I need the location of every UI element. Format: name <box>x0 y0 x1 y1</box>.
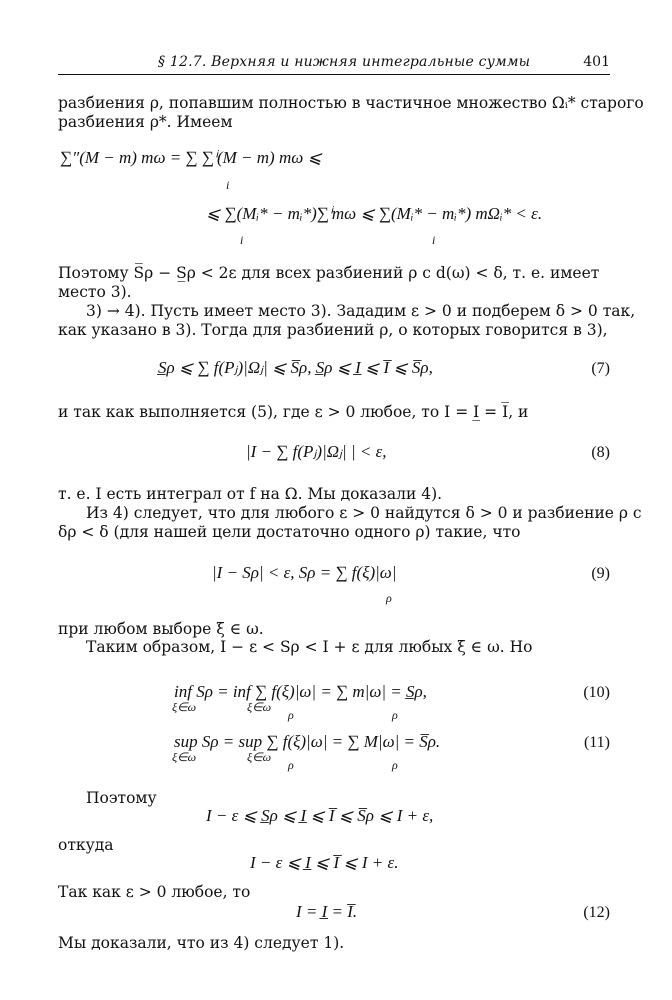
equation-subscript: ξ∈ω <box>247 700 272 714</box>
equation-subscript: i <box>240 233 244 247</box>
equation-subscript: ρ <box>392 758 398 772</box>
page-number: 401 <box>583 54 610 70</box>
text-line: т. е. I есть интеграл от f на Ω. Мы доказали 4). <box>58 485 443 503</box>
text-line: как указано в 3). Тогда для разбиений ρ, о которых говорится в 3), <box>58 321 608 339</box>
text-line: место 3). <box>58 283 132 301</box>
equation-subscript: ρ <box>386 591 392 605</box>
equation-subscript: i <box>432 233 436 247</box>
equation-line: ⩽ ∑(Mᵢ* − mᵢ*)∑ⁱmω ⩽ ∑(Mᵢ* − mᵢ*) mΩᵢ* < ε. <box>206 204 543 223</box>
inequality-chain: I − ε ⩽ S̲ρ ⩽ I̲ ⩽ I̅ ⩽ S̅ρ ⩽ I + ε, <box>206 806 434 825</box>
equation-10: inf Sρ = inf ∑ f(ξ)|ω| = ∑ m|ω| = S̲ρ, <box>174 682 427 701</box>
equation-number: (7) <box>591 360 610 377</box>
equation-number: (8) <box>591 444 610 461</box>
equation-11: sup Sρ = sup ∑ f(ξ)|ω| = ∑ M|ω| = S̅ρ. <box>174 732 441 751</box>
text-line: Мы доказали, что из 4) следует 1). <box>58 934 345 952</box>
text-line: откуда <box>58 836 114 854</box>
running-header <box>58 52 610 75</box>
equation-7: S̲ρ ⩽ ∑ f(Pⱼ)|Ωⱼ| ⩽ S̅ρ, S̲ρ ⩽ I̲ ⩽ I̅ ⩽ S̅ρ, <box>158 358 433 377</box>
equation-subscript: ρ <box>392 708 398 722</box>
text-line: разбиения ρ*. Имеем <box>58 113 233 131</box>
equation-8: |I − ∑ f(Pⱼ)|Ωⱼ| | < ε, <box>246 442 387 461</box>
equation-subscript: ξ∈ω <box>247 750 272 764</box>
equation-line: ∑″(M − m) mω = ∑ ∑ⁱ(M − m) mω ⩽ <box>60 148 322 167</box>
equation-9: |I − Sρ| < ε, Sρ = ∑ f(ξ)|ω| <box>212 563 397 582</box>
equation-number: (10) <box>583 684 610 701</box>
text-line: и так как выполняется (5), где ε > 0 любое, то I = I̲ = I̅, и <box>58 403 529 421</box>
text-line: δρ < δ (для нашей цели достаточно одного ρ) такие, что <box>58 523 521 541</box>
equation-subscript: i <box>226 178 230 192</box>
equation-number: (9) <box>591 565 610 582</box>
equation-subscript: ρ <box>288 708 294 722</box>
text-line: Таким образом, I − ε < Sρ < I + ε для любых ξ ∈ ω. Но <box>86 638 533 656</box>
equation-subscript: ξ∈ω <box>172 750 197 764</box>
equation-subscript: ρ <box>288 758 294 772</box>
text-line: при любом выборе ξ ∈ ω. <box>58 620 264 638</box>
text-line: Поэтому <box>86 789 157 807</box>
section-title: § 12.7. Верхняя и нижняя интегральные суммы <box>158 54 531 70</box>
equation-number: (12) <box>583 904 610 921</box>
text-line: Поэтому S̅ρ − S̲ρ < 2ε для всех разбиений ρ с d(ω) < δ, т. е. имеет <box>58 264 600 282</box>
equation-number: (11) <box>583 734 610 751</box>
inequality-chain: I − ε ⩽ I̲ ⩽ I̅ ⩽ I + ε. <box>250 853 399 872</box>
equation-subscript: ξ∈ω <box>172 700 197 714</box>
text-line: 3) → 4). Пусть имеет место 3). Зададим ε > 0 и подберем δ > 0 так, <box>86 302 636 320</box>
text-line: разбиения ρ, попавшим полностью в частичное множество Ωᵢ* старого <box>58 94 644 112</box>
text-line: Из 4) следует, что для любого ε > 0 найдутся δ > 0 и разбиение ρ с <box>86 504 642 522</box>
text-line: Так как ε > 0 любое, то <box>58 883 251 901</box>
equation-12: I = I̲ = I̅. <box>296 902 358 921</box>
